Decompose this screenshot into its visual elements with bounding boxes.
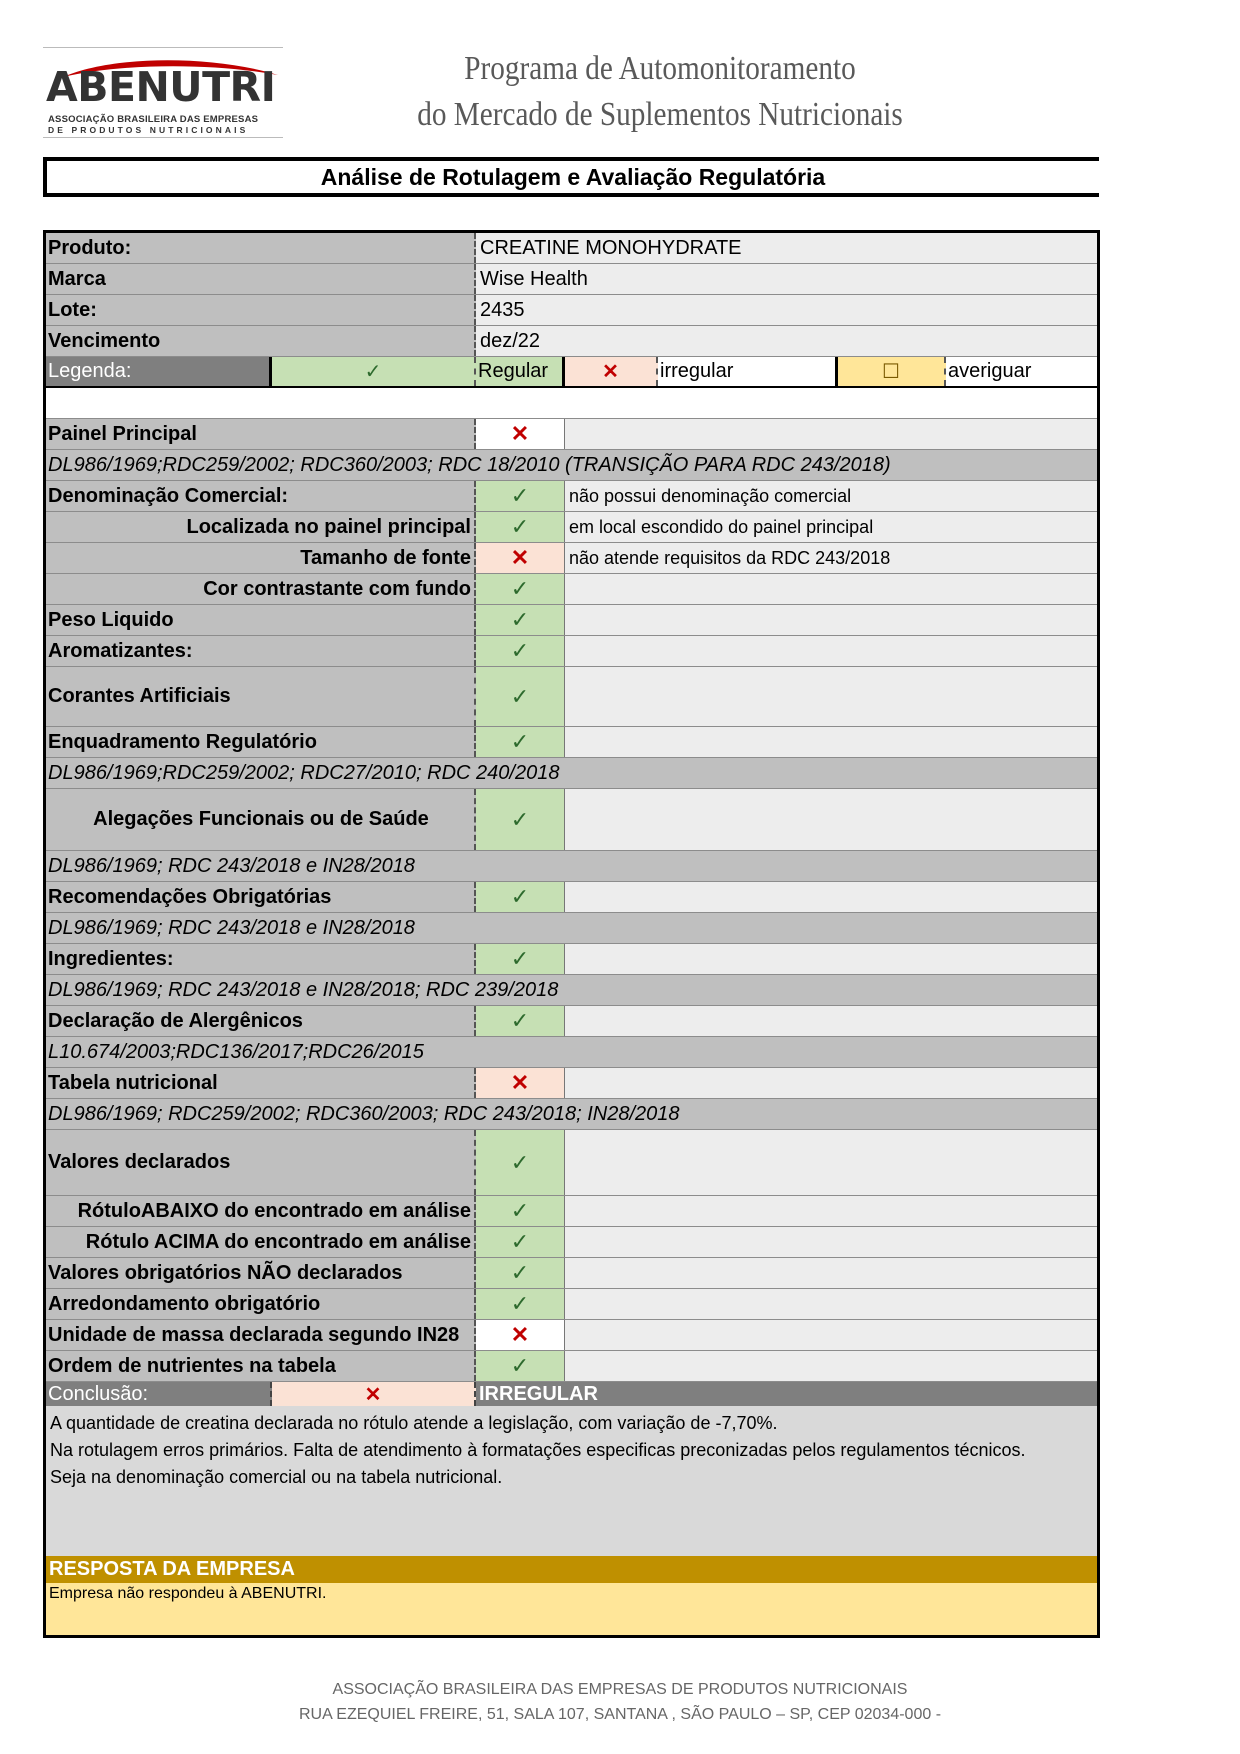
logo-top-rule — [43, 47, 283, 48]
reference-row — [46, 758, 1097, 789]
program-title-line1: Programa de Automonitoramento — [464, 50, 856, 87]
recommendations-status-icon: ✓ — [476, 882, 565, 912]
nutrition-table-note — [565, 1068, 1097, 1098]
flavorings-note — [565, 636, 1097, 666]
location-status-icon: ✓ — [476, 512, 565, 542]
ingredients-note — [565, 944, 1097, 974]
net-weight-status-icon: ✓ — [476, 605, 565, 635]
net-weight-label: Peso Liquido — [46, 605, 476, 635]
label-below-status-icon: ✓ — [476, 1196, 565, 1226]
conclusion-line1: A quantidade de creatina declarada no rótulo atende a legislação, com variação de -7,70%. — [50, 1413, 778, 1433]
colorants-status-icon: ✓ — [476, 667, 565, 726]
contrast-row — [46, 574, 1097, 605]
footer-line1: ASSOCIAÇÃO BRASILEIRA DAS EMPRESAS DE PRODUTOS NUTRICIONAIS — [332, 1681, 908, 1698]
colorants-label: Corantes Artificiais — [46, 667, 476, 726]
allergens-label: Declaração de Alergênicos — [46, 1006, 476, 1036]
lot-value: 2435 — [476, 295, 1097, 325]
ingredients-reference: DL986/1969; RDC 243/2018 e IN28/2018; RDC 239/2018 — [46, 975, 1097, 1005]
location-label: Localizada no painel principal — [46, 512, 476, 542]
contrast-note — [565, 574, 1097, 604]
undeclared-values-note — [565, 1258, 1097, 1288]
expiry-value: dez/22 — [476, 326, 1097, 356]
conclusion-line2: Na rotulagem erros primários. Falta de atendimento à formatações especificas preconizadas pelos regulamentos técnicos. — [50, 1440, 1026, 1460]
label-above-label: Rótulo ACIMA do encontrado em análise — [46, 1227, 476, 1257]
rounding-status-icon: ✓ — [476, 1289, 565, 1319]
contrast-label: Cor contrastante com fundo — [46, 574, 476, 604]
program-title-line2: do Mercado de Suplementos Nutricionais — [417, 96, 903, 133]
nutrition-table-label: Tabela nutricional — [46, 1068, 476, 1098]
claims-status-icon: ✓ — [476, 789, 565, 850]
analysis-form — [43, 230, 1100, 1638]
mass-unit-status-icon: ✕ — [476, 1320, 565, 1350]
legend-regular-text: Regular — [476, 357, 565, 386]
main-panel-row — [46, 419, 1097, 450]
regulatory-reference: DL986/1969;RDC259/2002; RDC27/2010; RDC 240/2018 — [46, 758, 1097, 788]
lot-row — [46, 295, 1097, 326]
label-below-note — [565, 1196, 1097, 1226]
mass-unit-note — [565, 1320, 1097, 1350]
contrast-status-icon: ✓ — [476, 574, 565, 604]
trade-name-status-icon: ✓ — [476, 481, 565, 511]
flavorings-label: Aromatizantes: — [46, 636, 476, 666]
conclusion-status-icon: ✕ — [272, 1382, 476, 1406]
font-size-row — [46, 543, 1097, 574]
company-response-text: Empresa não respondeu à ABENUTRI. — [46, 1583, 1097, 1635]
mass-unit-label: Unidade de massa declarada segundo IN28 — [46, 1320, 476, 1350]
location-row — [46, 512, 1097, 543]
reference-row — [46, 450, 1097, 481]
logo-subtitle-line2: DE PRODUTOS NUTRICIONAIS — [48, 125, 249, 135]
undeclared-values-status-icon: ✓ — [476, 1258, 565, 1288]
regulatory-row — [46, 727, 1097, 758]
label-above-status-icon: ✓ — [476, 1227, 565, 1257]
lot-label: Lote: — [46, 295, 476, 325]
nutrient-order-status-icon: ✓ — [476, 1351, 565, 1381]
nutrition-table-row — [46, 1068, 1097, 1099]
regulatory-note — [565, 727, 1097, 757]
legend-irregular-symbol: ✕ — [565, 357, 658, 386]
legend-row — [46, 357, 1097, 388]
brand-value: Wise Health — [476, 264, 1097, 294]
undeclared-values-label: Valores obrigatórios NÃO declarados — [46, 1258, 476, 1288]
regulatory-label: Enquadramento Regulatório — [46, 727, 476, 757]
claims-label: Alegações Funcionais ou de Saúde — [46, 789, 476, 850]
legend-irregular-text: irregular — [658, 357, 838, 386]
spacer-row — [46, 388, 1097, 419]
label-below-label: RótuloABAIXO do encontrado em análise — [46, 1196, 476, 1226]
brand-row — [46, 264, 1097, 295]
expiry-label: Vencimento — [46, 326, 476, 356]
logo-bottom-rule — [43, 137, 283, 138]
legend-regular-symbol: ✓ — [272, 357, 476, 386]
trade-name-row — [46, 481, 1097, 512]
claims-note — [565, 789, 1097, 850]
label-above-note — [565, 1227, 1097, 1257]
ingredients-row — [46, 944, 1097, 975]
nutrient-order-row — [46, 1351, 1097, 1382]
font-size-note: não atende requisitos da RDC 243/2018 — [565, 543, 1097, 573]
recommendations-note — [565, 882, 1097, 912]
program-title — [350, 46, 969, 138]
main-panel-reference: DL986/1969;RDC259/2002; RDC360/2003; RDC 18/2010 (TRANSIÇÃO PARA RDC 243/2018) — [46, 450, 1097, 480]
main-panel-note — [565, 419, 1097, 449]
declared-values-row — [46, 1130, 1097, 1196]
declared-values-label: Valores declarados — [46, 1130, 476, 1195]
main-panel-label: Painel Principal — [46, 419, 476, 449]
flavorings-status-icon: ✓ — [476, 636, 565, 666]
product-row — [46, 233, 1097, 264]
font-size-status-icon: ✕ — [476, 543, 565, 573]
location-note: em local escondido do painel principal — [565, 512, 1097, 542]
expiry-row — [46, 326, 1097, 357]
declared-values-status-icon: ✓ — [476, 1130, 565, 1195]
mass-unit-row — [46, 1320, 1097, 1351]
product-label: Produto: — [46, 233, 476, 263]
logo-subtitle-line1: ASSOCIAÇÃO BRASILEIRA DAS EMPRESAS — [48, 114, 259, 125]
reference-row — [46, 913, 1097, 944]
ingredients-status-icon: ✓ — [476, 944, 565, 974]
conclusion-line3: Seja na denominação comercial ou na tabela nutricional. — [50, 1467, 503, 1487]
legend-averiguar-text: averiguar — [946, 357, 1097, 386]
main-panel-status-icon: ✕ — [476, 419, 565, 449]
flavorings-row — [46, 636, 1097, 667]
font-size-label: Tamanho de fonte — [46, 543, 476, 573]
reference-row — [46, 975, 1097, 1006]
abenutri-logo — [43, 47, 283, 139]
regulatory-status-icon: ✓ — [476, 727, 565, 757]
reference-row — [46, 851, 1097, 882]
footer-line2: RUA EZEQUIEL FREIRE, 51, SALA 107, SANTANA , SÃO PAULO – SP, CEP 02034-000 - — [298, 1706, 942, 1723]
recommendations-label: Recomendações Obrigatórias — [46, 882, 476, 912]
nutrition-table-reference: DL986/1969; RDC259/2002; RDC360/2003; RDC 243/2018; IN28/2018 — [46, 1099, 1097, 1129]
colorants-note — [565, 667, 1097, 726]
allergens-note — [565, 1006, 1097, 1036]
net-weight-row — [46, 605, 1097, 636]
nutrition-table-status-icon: ✕ — [476, 1068, 565, 1098]
nutrient-order-label: Ordem de nutrientes na tabela — [46, 1351, 476, 1381]
rounding-row — [46, 1289, 1097, 1320]
product-value: CREATINE MONOHYDRATE — [476, 233, 1097, 263]
colorants-row — [46, 667, 1097, 727]
nutrient-order-note — [565, 1351, 1097, 1381]
document-title: Análise de Rotulagem e Avaliação Regulatória — [43, 157, 1099, 197]
conclusion-result: IRREGULAR — [479, 1382, 598, 1405]
conclusion-text — [46, 1406, 1097, 1556]
declared-values-note — [565, 1130, 1097, 1195]
reference-row — [46, 1037, 1097, 1068]
reference-row — [46, 1099, 1097, 1130]
allergens-reference: L10.674/2003;RDC136/2017;RDC26/2015 — [46, 1037, 1097, 1067]
allergens-row — [46, 1006, 1097, 1037]
trade-name-note: não possui denominação comercial — [565, 481, 1097, 511]
brand-label: Marca — [46, 264, 476, 294]
legend-label: Legenda: — [46, 357, 272, 386]
claims-reference: DL986/1969; RDC 243/2018 e IN28/2018 — [46, 851, 1097, 881]
recommendations-row — [46, 882, 1097, 913]
rounding-label: Arredondamento obrigatório — [46, 1289, 476, 1319]
conclusion-row — [46, 1382, 1097, 1406]
claims-row — [46, 789, 1097, 851]
label-below-row — [46, 1196, 1097, 1227]
conclusion-label: Conclusão: — [46, 1382, 272, 1406]
logo-wordmark: ABENUTRI — [46, 63, 276, 111]
company-response-header: RESPOSTA DA EMPRESA — [46, 1556, 1097, 1583]
allergens-status-icon: ✓ — [476, 1006, 565, 1036]
undeclared-values-row — [46, 1258, 1097, 1289]
net-weight-note — [565, 605, 1097, 635]
legend-averiguar-symbol: ☐ — [838, 357, 946, 386]
trade-name-label: Denominação Comercial: — [46, 481, 476, 511]
recommendations-reference: DL986/1969; RDC 243/2018 e IN28/2018 — [46, 913, 1097, 943]
ingredients-label: Ingredientes: — [46, 944, 476, 974]
label-above-row — [46, 1227, 1097, 1258]
rounding-note — [565, 1289, 1097, 1319]
